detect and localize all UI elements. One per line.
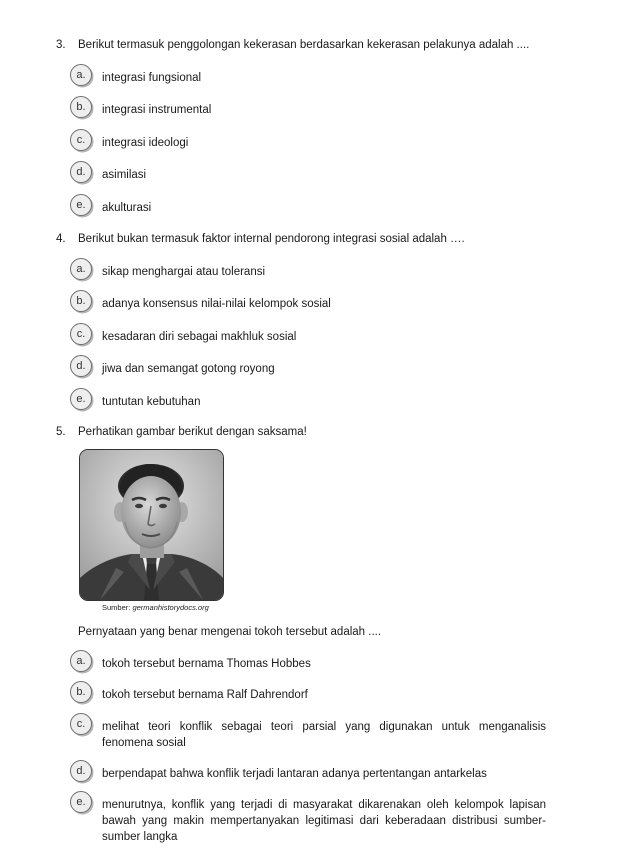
option-letter-badge: e. <box>70 791 92 813</box>
option-text: akulturasi <box>102 202 152 214</box>
question-prompt: Pernyataan yang benar mengenai tokoh tersebut adalah .... <box>78 626 382 638</box>
option-text: tokoh tersebut bernama Thomas Hobbes <box>102 658 311 670</box>
option-text: tokoh tersebut bernama Ralf Dahrendorf <box>102 689 308 701</box>
question-text: Berikut bukan termasuk faktor internal pendorong integrasi sosial adalah …. <box>78 233 465 245</box>
option-letter-badge: a. <box>70 64 92 86</box>
option-letter-badge: c. <box>70 129 92 151</box>
question-number: 4. <box>56 233 66 245</box>
question-number: 3. <box>56 39 66 51</box>
option-letter-badge: b. <box>70 681 92 703</box>
question-text: Berikut termasuk penggolongan kekerasan berdasarkan kekerasan pelakunya adalah .... <box>78 39 530 51</box>
option-letter-badge: e. <box>70 194 92 216</box>
option-text: tuntutan kebutuhan <box>102 396 201 408</box>
option-text: kesadaran diri sebagai makhluk sosial <box>102 331 297 343</box>
option-letter-badge: d. <box>70 355 92 377</box>
option-letter-badge: c. <box>70 323 92 345</box>
option-letter-badge: b. <box>70 96 92 118</box>
image-caption <box>102 603 209 612</box>
option-text: integrasi fungsional <box>102 72 202 84</box>
option-text: jiwa dan semangat gotong royong <box>102 363 275 375</box>
option-text: sikap menghargai atau toleransi <box>102 266 266 278</box>
option-text: adanya konsensus nilai-nilai kelompok sosial <box>102 298 331 310</box>
option-text: melihat teori konflik sebagai teori parsial yang digunakan untuk menganalisis fenomena sosial <box>102 721 546 749</box>
option-text: menurutnya, konflik yang terjadi di masyarakat dikarenakan oleh kelompok lapisan bawah yang makin mempertanyakan legitimasi dari keberadaan distribusi sumber-sumber langka <box>102 799 546 843</box>
question-text: Perhatikan gambar berikut dengan saksama! <box>78 426 307 438</box>
option-text: integrasi instrumental <box>102 104 212 116</box>
option-letter-badge: e. <box>70 388 92 410</box>
option-letter-badge: a. <box>70 258 92 280</box>
question-number: 5. <box>56 426 66 438</box>
option-text: integrasi ideologi <box>102 137 189 149</box>
option-letter-badge: b. <box>70 290 92 312</box>
option-letter-badge: c. <box>70 713 92 735</box>
caption-source: germanhistorydocs.org <box>132 603 209 612</box>
portrait-photo <box>79 449 224 601</box>
caption-label: Sumber: <box>102 603 131 612</box>
option-text: berpendapat bahwa konflik terjadi lantaran adanya pertentangan antarkelas <box>102 768 487 780</box>
option-letter-badge: d. <box>70 760 92 782</box>
option-letter-badge: a. <box>70 650 92 672</box>
option-letter-badge: d. <box>70 161 92 183</box>
option-text: asimilasi <box>102 169 147 181</box>
